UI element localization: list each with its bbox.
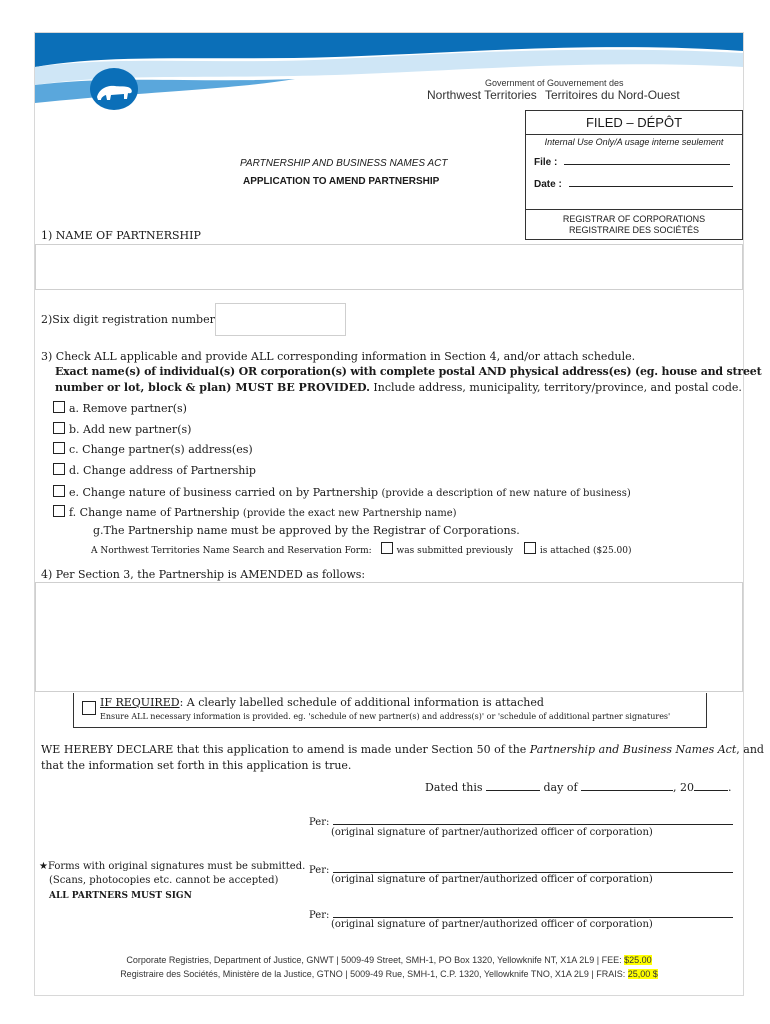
footer-line2	[35, 969, 743, 979]
form-page	[34, 32, 764, 996]
schedule-box	[73, 693, 707, 728]
ensure-note: Ensure ALL necessary information is provided. eg. 'schedule of new partner(s) and address(s)' or 'schedule of additional partner signatures'	[100, 712, 671, 721]
gov-en-line1: Government of	[485, 78, 545, 88]
file-label: File :	[534, 157, 558, 168]
form-title: APPLICATION TO AMEND PARTNERSHIP	[243, 176, 440, 187]
filed-box	[525, 110, 743, 240]
day-input[interactable]	[486, 779, 540, 791]
if-required-rest: : A clearly labelled schedule of additional information is attached	[179, 696, 544, 709]
year-prefix: , 20	[673, 781, 695, 794]
gov-fr-line2: Territoires du Nord-Ouest	[545, 88, 680, 102]
registration-number-input[interactable]	[215, 303, 346, 336]
declaration-act: Partnership and Business Names Act	[529, 743, 737, 756]
section1-label: 1) NAME OF PARTNERSHIP	[41, 229, 201, 242]
section3-intro: 3) Check ALL applicable and provide ALL corresponding information in Section 4, and/or attach schedule.	[41, 350, 636, 363]
declaration-end: , and	[736, 743, 764, 756]
footer-line1	[35, 955, 743, 965]
option-d-label: d. Change address of Partnership	[69, 464, 256, 477]
amendment-text-area[interactable]	[35, 582, 743, 692]
signature-2-line[interactable]	[333, 861, 733, 873]
option-d[interactable]	[53, 463, 256, 477]
option-a-label: a. Remove partner(s)	[69, 402, 187, 415]
day-of-label: day of	[543, 781, 578, 794]
option-c-label: c. Change partner(s) address(es)	[69, 443, 253, 456]
footer-line2-text: Registraire des Sociétés, Ministère de la Justice, GTNO | 5009-49 Rue, SMH-1, C.P. 1320, Yellowknife TNO, X1A 2L9 | FRAIS:	[120, 969, 628, 979]
note-3: ALL PARTNERS MUST SIGN	[49, 891, 192, 901]
option-f[interactable]	[53, 505, 457, 519]
section2-label: 2)Six digit registration number	[41, 313, 215, 326]
gov-fr-line1: Gouvernement des	[547, 78, 624, 88]
if-required-label: IF REQUIRED	[100, 696, 180, 709]
date-label: Date :	[534, 179, 562, 190]
submitted-checkbox[interactable]	[381, 542, 393, 554]
registrar-fr: REGISTRAIRE DES SOCIÉTÉS	[568, 225, 700, 235]
file-field[interactable]	[534, 153, 730, 168]
section3-bold-line1: Exact name(s) of individual(s) OR corporation(s) with complete postal AND physical address(es) (eg. house and street	[55, 365, 762, 378]
signature-1-line[interactable]	[333, 813, 733, 825]
signature-3-line[interactable]	[333, 906, 733, 918]
filed-title: FILED – DÉPÔT	[526, 111, 742, 135]
if-required-line	[100, 696, 544, 709]
internal-use-note: Internal Use Only/A usage interne seulement	[544, 137, 724, 147]
signature-1-caption: (original signature of partner/authorized officer of corporation)	[331, 827, 653, 838]
section4-label: 4) Per Section 3, the Partnership is AMENDED as follows:	[41, 568, 366, 581]
declaration-start: WE HEREBY DECLARE that this application to amend is made under Section 50 of the	[41, 743, 530, 756]
option-e-label: e. Change nature of business carried on by Partnership	[69, 486, 379, 499]
year-input[interactable]	[694, 779, 728, 791]
per-label: Per:	[309, 910, 330, 921]
checkbox[interactable]	[53, 505, 65, 517]
month-input[interactable]	[581, 779, 673, 791]
gov-en-line2: Northwest Territories	[427, 88, 537, 102]
section3-line2	[55, 381, 742, 394]
checkbox[interactable]	[53, 463, 65, 475]
dated-row	[425, 779, 732, 794]
date-field[interactable]	[534, 175, 733, 190]
note-1-text: Forms with original signatures must be submitted.	[47, 861, 306, 872]
footer-frais: 25,00 $	[627, 969, 658, 979]
registrar-en: REGISTRAR OF CORPORATIONS	[562, 214, 706, 224]
checkbox[interactable]	[53, 422, 65, 434]
submitted-label: was submitted previously	[396, 546, 513, 556]
option-f-note: (provide the exact new Partnership name)	[242, 508, 457, 519]
partnership-name-input[interactable]	[35, 244, 743, 290]
polar-bear-logo-icon	[89, 67, 139, 111]
signature-1	[309, 813, 733, 828]
option-f-label: f. Change name of Partnership	[69, 506, 240, 519]
schedule-checkbox[interactable]	[82, 701, 96, 715]
nwt-form-text: A Northwest Territories Name Search and Reservation Form:	[91, 546, 372, 556]
dated-this-label: Dated this	[425, 781, 483, 794]
option-c[interactable]	[53, 442, 253, 456]
option-a[interactable]	[53, 401, 187, 415]
checkbox[interactable]	[53, 442, 65, 454]
per-label: Per:	[309, 865, 330, 876]
section3-rest-line2: Include address, municipality, territory/province, and postal code.	[369, 381, 742, 394]
per-label: Per:	[309, 817, 330, 828]
option-e[interactable]	[53, 485, 631, 499]
attached-checkbox[interactable]	[524, 542, 536, 554]
checkbox[interactable]	[53, 401, 65, 413]
signature-3-caption: (original signature of partner/authorized officer of corporation)	[331, 919, 653, 930]
checkbox[interactable]	[53, 485, 65, 497]
note-1	[39, 861, 305, 872]
option-e-note: (provide a description of new nature of business)	[381, 488, 631, 499]
banner-wave-mid	[35, 79, 295, 103]
attached-label: is attached ($25.00)	[539, 546, 632, 556]
footer-fee: $25.00	[624, 955, 652, 965]
note-2: (Scans, photocopies etc. cannot be accepted)	[49, 875, 279, 886]
star-icon: ★	[39, 861, 48, 872]
file-line	[564, 153, 730, 165]
period: .	[728, 781, 732, 794]
nwt-form-row	[91, 542, 632, 556]
section3-bold-line2: number or lot, block & plan) MUST BE PROVIDED.	[55, 381, 370, 394]
act-name: PARTNERSHIP AND BUSINESS NAMES ACT	[240, 158, 448, 169]
signature-2-caption: (original signature of partner/authorized officer of corporation)	[331, 874, 653, 885]
registrar-divider	[526, 209, 742, 210]
declaration-line2: that the information set forth in this application is true.	[41, 759, 352, 772]
declaration-line1	[41, 743, 764, 756]
option-b-label: b. Add new partner(s)	[69, 423, 192, 436]
footer-line1-text: Corporate Registries, Department of Justice, GNWT | 5009-49 Street, SMH-1, PO Box 1320, Yellowknife NT, X1A 2L9 | FEE:	[126, 955, 625, 965]
option-b[interactable]	[53, 422, 191, 436]
option-g-text: g.The Partnership name must be approved by the Registrar of Corporations.	[93, 524, 520, 537]
date-line	[569, 175, 733, 187]
